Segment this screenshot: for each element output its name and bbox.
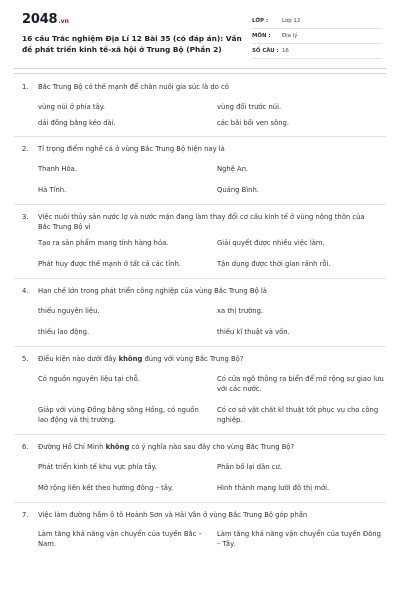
answer-option[interactable]: Thanh Hóa. <box>38 165 77 173</box>
answer-options <box>14 102 386 128</box>
question-item <box>14 74 386 137</box>
answer-options <box>14 306 386 337</box>
answer-option[interactable]: Giải quyết được nhiều việc làm. <box>217 239 325 247</box>
answer-option[interactable]: Nghệ An. <box>217 165 249 173</box>
quiz-meta <box>252 14 382 59</box>
answer-option[interactable]: thiếu nguyên liệu. <box>38 307 100 315</box>
question-item <box>14 137 386 205</box>
logo-tld: .vn <box>58 18 69 25</box>
answer-option[interactable]: thiếu kĩ thuật và vốn. <box>217 328 290 336</box>
answer-options <box>14 462 386 493</box>
question-item <box>14 347 386 435</box>
answer-option[interactable]: Hình thành mạng lưới đô thị mới. <box>217 484 330 492</box>
question-text-part: Điều kiện nào dưới đây <box>38 355 119 363</box>
question-stem <box>14 354 386 364</box>
question-stem <box>14 286 386 296</box>
logo-text: 2048 <box>22 12 58 27</box>
question-text <box>38 144 386 154</box>
answer-option[interactable]: xa thị trường. <box>217 307 264 315</box>
answer-options <box>14 238 386 269</box>
page-title: 16 câu Trắc nghiệm Địa Lí 12 Bài 35 (có đáp án): Vấn đề phát triển kinh tế-xã hội ở Trung Bộ (Phần 2) <box>22 34 242 54</box>
answer-option[interactable]: Mở rộng liên kết theo hướng đông – tây. <box>38 484 174 492</box>
question-text <box>38 82 386 92</box>
question-stem <box>14 442 386 452</box>
meta-value: 16 <box>282 48 289 54</box>
question-text <box>38 442 386 452</box>
question-text-part: có ý nghĩa nào sau đây cho vùng Bắc Trung Bộ? <box>129 443 295 451</box>
question-text-part: Việc nuôi thủy sản nước lợ và nước mặn đang làm thay đổi cơ cấu kinh tế ở vùng nông thôn của Bắc Trung Bộ vì <box>38 213 365 231</box>
answer-option[interactable]: Có nguồn nguyên liệu tại chỗ. <box>38 375 140 383</box>
meta-row-grade <box>252 14 382 29</box>
question-item <box>14 279 386 347</box>
question-text-part: Hạn chế lớn trong phát triển công nghiệp của vùng Bắc Trung Bộ là <box>38 287 267 295</box>
question-number: 2. <box>22 145 29 153</box>
page-header <box>0 0 400 64</box>
answer-option[interactable]: Làm tăng khả năng vận chuyển của tuyến Đông – Tây. <box>217 530 381 548</box>
answer-option[interactable]: Giáp với vùng Đồng bằng sông Hồng, có nguồn lao động và thị trường. <box>38 406 199 424</box>
meta-value[interactable]: Địa lý <box>282 33 298 39</box>
question-list <box>14 74 386 549</box>
answer-option[interactable]: Tạo ra sản phẩm mang tính hàng hóa. <box>38 239 169 247</box>
question-emphasis: không <box>118 355 143 363</box>
question-text <box>38 510 386 520</box>
question-item <box>14 205 386 279</box>
question-number: 3. <box>22 213 29 221</box>
question-stem <box>14 212 386 232</box>
answer-options <box>14 374 386 425</box>
answer-option[interactable]: Làm tăng khả năng vận chuyển của tuyến Bắc – Nam. <box>38 530 202 548</box>
question-stem <box>14 510 386 520</box>
question-item <box>14 435 386 503</box>
meta-value[interactable]: Lớp 12 <box>282 18 301 24</box>
meta-label: MÔN : <box>252 33 271 39</box>
question-item <box>14 503 386 549</box>
question-text-part: Đường Hồ Chí Minh <box>38 443 106 451</box>
meta-label: SỐ CÂU : <box>252 48 279 54</box>
question-text-part: đúng với vùng Bắc Trung Bộ? <box>142 355 244 363</box>
answer-option[interactable]: Có cửa ngõ thông ra biển để mở rộng sự giao lưu với các nước. <box>217 375 384 393</box>
header-divider <box>14 68 386 69</box>
question-number: 5. <box>22 355 29 363</box>
question-text-part: Bắc Trung Bộ có thế mạnh để chăn nuôi gia súc là do có <box>38 83 229 91</box>
question-number: 1. <box>22 83 29 91</box>
question-stem <box>14 82 386 92</box>
answer-option[interactable]: Phát triển kinh tế khu vực phía tây. <box>38 463 157 471</box>
question-text <box>38 286 386 296</box>
meta-label: LỚP : <box>252 18 269 24</box>
answer-option[interactable]: Quảng Bình. <box>217 186 259 194</box>
answer-options <box>14 529 386 549</box>
meta-row-subject <box>252 29 382 44</box>
answer-option[interactable]: Phát huy được thế mạnh ở tất cả các tỉnh. <box>38 260 181 268</box>
answer-option[interactable]: vùng núi ở phía tây. <box>38 103 105 111</box>
question-number: 7. <box>22 511 29 519</box>
answer-option[interactable]: Có cơ sở vật chất kĩ thuật tốt phục vụ cho công nghiệp. <box>217 406 379 424</box>
question-text-part: Việc làm đường hầm ô tô Hoành Sơn và Hải Vân ở vùng Bắc Trung Bộ góp phần <box>38 511 308 519</box>
answer-option[interactable]: Tận dụng được thời gian rảnh rỗi. <box>217 260 331 268</box>
answer-option[interactable]: thiếu lao động. <box>38 328 90 336</box>
question-number: 4. <box>22 287 29 295</box>
question-number: 6. <box>22 443 29 451</box>
answer-option[interactable]: Phân bố lại dân cư. <box>217 463 282 471</box>
answer-option[interactable]: dải đồng bằng kéo dài. <box>38 119 116 127</box>
answer-option[interactable]: vùng đồi trước núi. <box>217 103 282 111</box>
answer-option[interactable]: Hà Tĩnh. <box>38 186 67 194</box>
answer-options <box>14 164 386 195</box>
meta-row-count <box>252 44 382 59</box>
question-text-part: Tỉ trọng điểm nghề cá ở vùng Bắc Trung Bộ hiện nay là <box>38 145 225 153</box>
answer-option[interactable]: các bãi bồi ven sông. <box>217 119 290 127</box>
question-text <box>38 212 386 232</box>
question-emphasis: không <box>105 443 130 451</box>
question-stem <box>14 144 386 154</box>
question-text <box>38 354 386 364</box>
